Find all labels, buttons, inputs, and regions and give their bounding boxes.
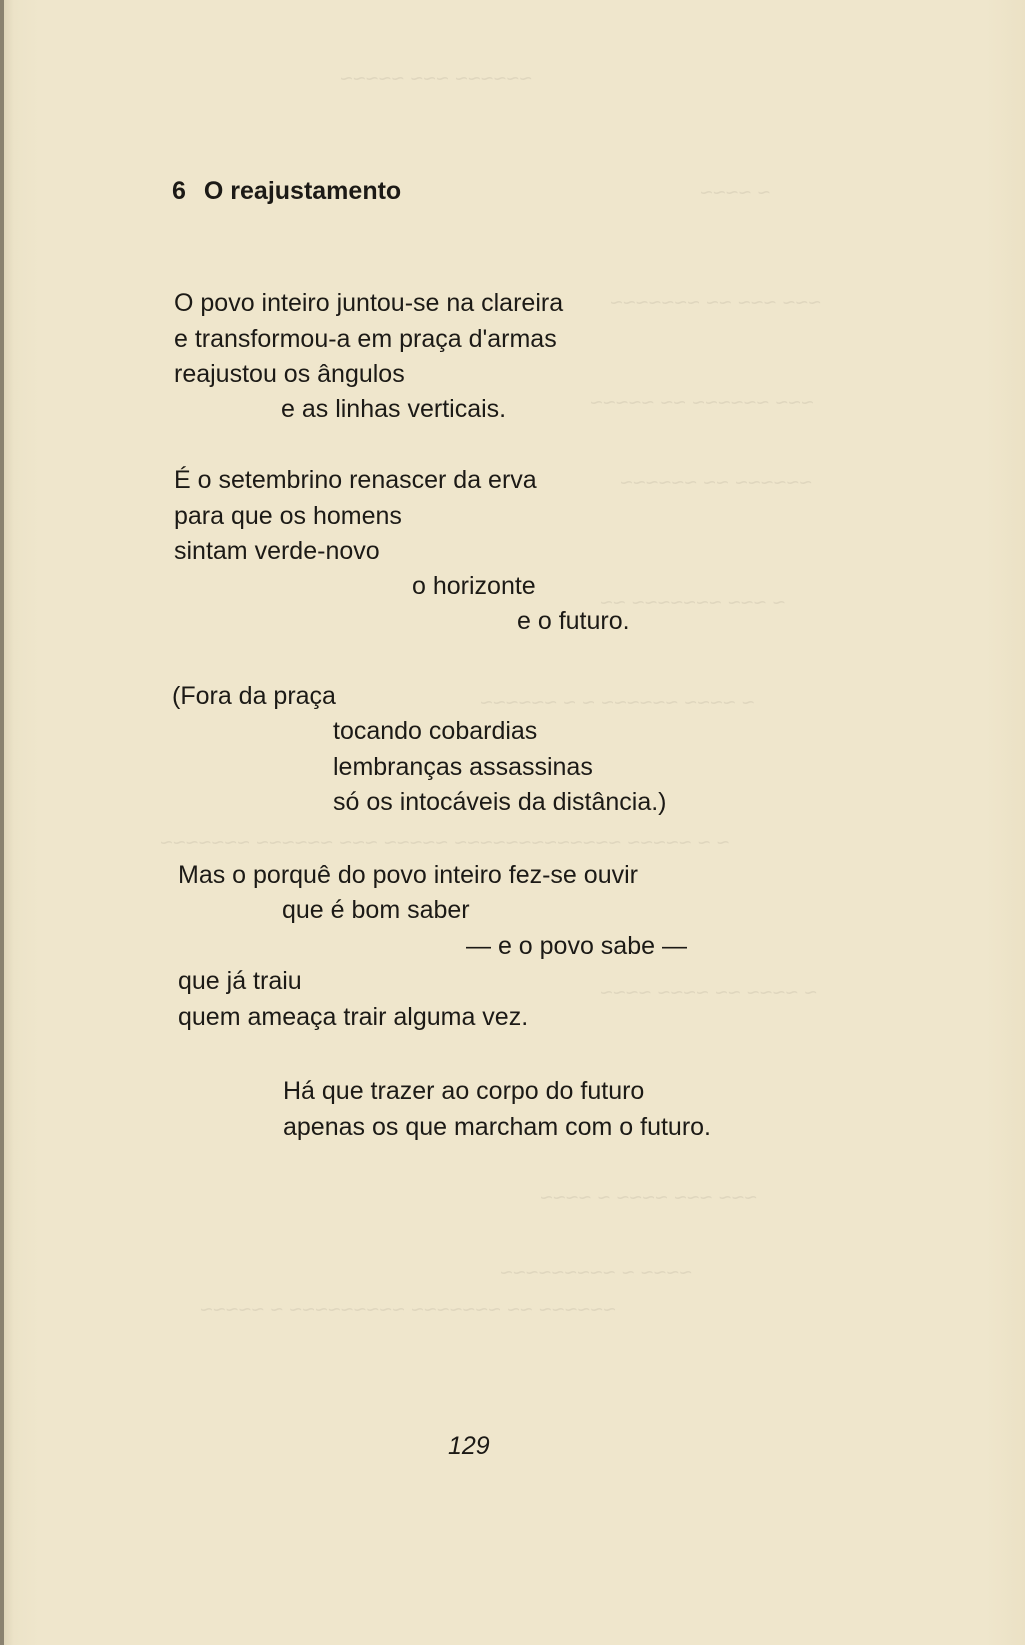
show-through-texture: ~~~~~~ ~~ ~~~~~~~ ~~~~~~~~~ ~ ~~~~~	[200, 1297, 616, 1322]
page-binding-edge	[0, 0, 4, 1645]
show-through-texture: ~~~~ ~ ~~~~~~~~~	[500, 1260, 693, 1285]
poem-title: O reajustamento	[203, 177, 402, 205]
show-through-texture: ~~~~~~ ~~ ~~~~~~	[620, 470, 813, 495]
show-through-texture: ~ ~~~~	[700, 180, 771, 205]
poem-line: o horizonte	[412, 572, 536, 600]
poem-number: 6	[172, 177, 186, 205]
poem-line: só os intocáveis da distância.)	[333, 788, 667, 816]
poem-line: Há que trazer ao corpo do futuro	[283, 1077, 645, 1105]
poem-line: reajustou os ângulos	[174, 360, 405, 388]
poem-line: quem ameaça trair alguma vez.	[178, 1003, 529, 1031]
poem-line: e o futuro.	[517, 607, 630, 635]
page-number: 129	[448, 1432, 490, 1460]
poem-heading	[172, 177, 401, 206]
poem-line: para que os homens	[174, 502, 402, 530]
poem-line: tocando cobardias	[333, 717, 538, 745]
show-through-texture: ~ ~~~~ ~~~~~~ ~ ~ ~~~~~~	[480, 690, 755, 715]
show-through-texture: ~ ~~~~ ~~ ~~~~ ~~~~	[600, 980, 818, 1005]
poem-line: Mas o porquê do povo inteiro fez-se ouvir	[178, 861, 638, 889]
poem-line: e transformou-a em praça d'armas	[174, 325, 557, 353]
show-through-texture: ~ ~~~ ~~~~~~~ ~~	[600, 590, 786, 615]
poem-line: e as linhas verticais.	[281, 395, 507, 423]
poem-line: lembranças assassinas	[333, 753, 593, 781]
poem-line: É o setembrino renascer da erva	[174, 466, 537, 494]
show-through-texture: ~~~~~~ ~~~ ~~~~~	[340, 66, 533, 91]
poem-line: que é bom saber	[282, 896, 470, 924]
poem-line: (Fora da praça	[172, 682, 336, 710]
poem-line: apenas os que marcham com o futuro.	[283, 1113, 712, 1141]
poem-line: sintam verde-novo	[174, 537, 380, 565]
poem-line: O povo inteiro juntou-se na clareira	[174, 289, 564, 317]
show-through-texture: ~ ~ ~~~~~ ~~~~~~~~~~~~~ ~~~~~ ~~~ ~~~~~~ ~~~~~~~	[160, 830, 730, 855]
show-through-texture: ~~~ ~~~ ~~~~ ~ ~~~~	[540, 1185, 758, 1210]
show-through-texture: ~~~ ~~~~~~ ~~ ~~~~~	[590, 390, 814, 415]
poem-line: — e o povo sabe —	[466, 932, 687, 960]
show-through-texture: ~~~ ~~~ ~~ ~~~~~~~	[610, 290, 822, 315]
poem-line: que já traiu	[178, 967, 302, 995]
